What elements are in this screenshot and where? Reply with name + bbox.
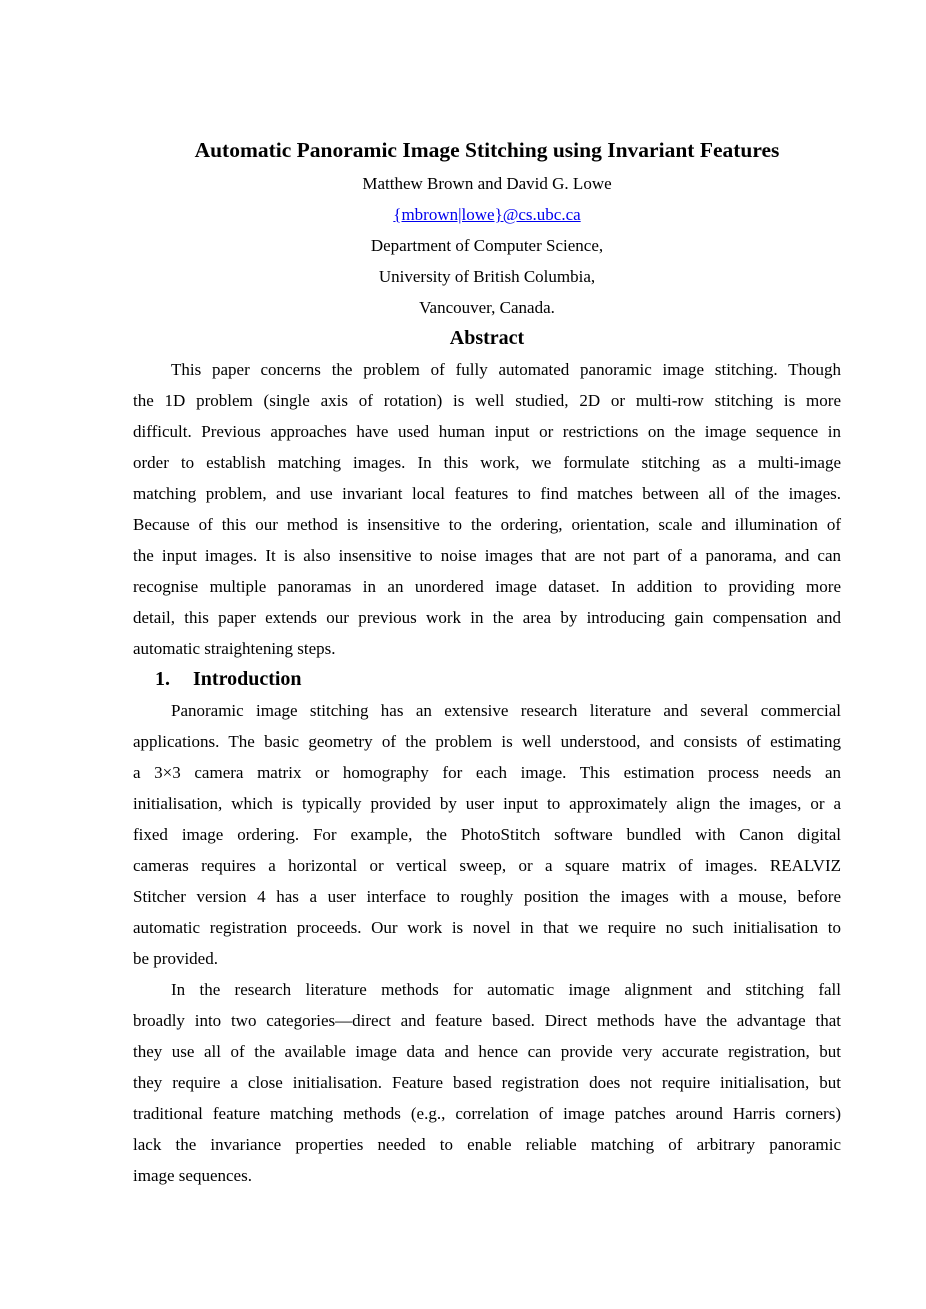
text-line: This paper concerns the problem of fully automated panoramic image stitching. Though	[171, 360, 841, 379]
text-line: applications. The basic geometry of the problem is well understood, and consists of estimating	[133, 732, 841, 751]
text-line: Stitcher version 4 has a user interface to roughly position the images with a mouse, before	[133, 887, 841, 906]
affiliation-univ: University of British Columbia,	[378, 267, 596, 286]
text-line: Panoramic image stitching has an extensive research literature and several commercial	[171, 701, 841, 720]
section-title: Introduction	[193, 668, 302, 690]
text-line: they use all of the available image data and hence can provide very accurate registration, but	[133, 1042, 841, 1061]
section-number: 1.	[155, 668, 170, 690]
text-line: recognise multiple panoramas in an unordered image dataset. In addition to providing more	[133, 577, 841, 596]
text-line: a 3×3 camera matrix or homography for each image. This estimation process needs an	[133, 763, 841, 782]
text-line: be provided.	[133, 949, 218, 968]
text-line: order to establish matching images. In this work, we formulate stitching as a multi-image	[133, 453, 841, 472]
affiliation-loc: Vancouver, Canada.	[419, 298, 555, 317]
text-line: traditional feature matching methods (e.g., correlation of image patches around Harris corners)	[133, 1104, 841, 1123]
text-line: lack the invariance properties needed to enable reliable matching of arbitrary panoramic	[133, 1135, 841, 1154]
text-line: difficult. Previous approaches have used human input or restrictions on the image sequence in	[133, 422, 841, 441]
text-line: image sequences.	[133, 1166, 252, 1185]
text-line: cameras requires a horizontal or vertical sweep, or a square matrix of images. REALVIZ	[133, 856, 841, 875]
text-line: automatic registration proceeds. Our work is novel in that we require no such initialisation to	[133, 918, 841, 937]
text-line: the 1D problem (single axis of rotation) is well studied, 2D or multi-row stitching is more	[133, 391, 841, 410]
email-link[interactable]: {mbrown|lowe}@cs.ubc.ca	[393, 205, 581, 224]
intro-paragraph-1	[133, 695, 841, 974]
text-line: the input images. It is also insensitive to noise images that are not part of a panorama, and can	[133, 546, 841, 565]
authors: Matthew Brown and David G. Lowe	[362, 174, 612, 193]
text-line: initialisation, which is typically provided by user input to approximately align the images, or a	[133, 794, 841, 813]
text-line: In the research literature methods for automatic image alignment and stitching fall	[171, 980, 841, 999]
text-line: broadly into two categories—direct and feature based. Direct methods have the advantage that	[133, 1011, 841, 1030]
section-heading-introduction	[133, 664, 841, 695]
abstract-body	[133, 354, 841, 664]
affiliation-dept: Department of Computer Science,	[370, 236, 604, 255]
paper-page	[133, 135, 841, 1191]
text-line: automatic straightening steps.	[133, 639, 336, 658]
abstract-heading: Abstract	[449, 327, 525, 349]
text-line: they require a close initialisation. Feature based registration does not require initialisation, but	[133, 1073, 841, 1092]
intro-paragraph-2	[133, 974, 841, 1191]
text-line: fixed image ordering. For example, the PhotoStitch software bundled with Canon digital	[133, 825, 841, 844]
text-line: matching problem, and use invariant local features to find matches between all of the images.	[133, 484, 841, 503]
paper-title: Automatic Panoramic Image Stitching using Invariant Features	[194, 138, 780, 162]
text-line: Because of this our method is insensitive to the ordering, orientation, scale and illumination of	[133, 515, 841, 534]
text-line: detail, this paper extends our previous work in the area by introducing gain compensation and	[133, 608, 841, 627]
